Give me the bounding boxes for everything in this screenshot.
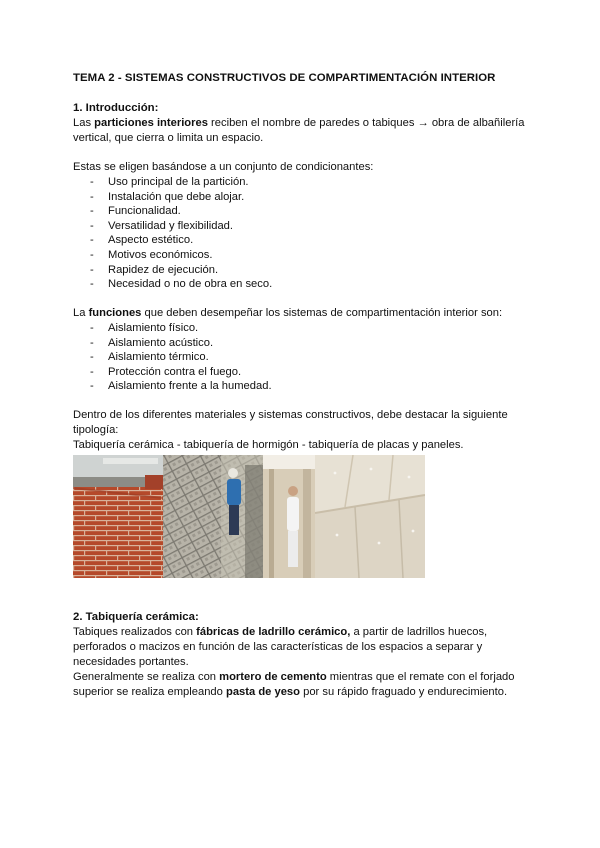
worker-photo [263,455,315,578]
dash-bullet: - [90,205,94,218]
ceramic-paragraph-line [73,670,515,685]
dash-bullet: - [90,190,94,203]
dash-bullet: - [90,351,94,364]
bold-term: funciones [88,307,142,319]
list-item [90,190,272,205]
text-run: La [73,307,89,319]
dash-bullet: - [90,322,94,334]
conditions-list [90,175,272,292]
list-item-text: Instalación que debe alojar. [108,190,245,203]
dash-bullet: - [90,176,94,188]
dash-bullet: - [90,263,94,276]
list-item [90,263,272,278]
dash-bullet: - [90,278,94,291]
concrete-block-photo [163,455,263,578]
list-item-text: Rapidez de ejecución. [108,263,219,276]
list-item [90,350,272,365]
list-item-text: Versatilidad y flexibilidad. [108,219,233,232]
bold-term: fábricas de ladrillo cerámico, [196,626,351,638]
worker-image [263,455,315,578]
brick-wall-photo [73,455,163,578]
list-item [90,204,272,219]
dash-bullet: - [90,219,94,232]
list-item [90,219,272,234]
dash-bullet: - [90,234,94,247]
text-run: Generalmente se realiza con [73,671,220,683]
intro-paragraph-line: vertical, que cierra o limita un espacio. [73,132,264,144]
ceramic-paragraph-line: necesidades portantes. [73,656,189,668]
list-item [90,321,272,336]
section-heading-tabiqueria-ceramica: 2. Tabiquería cerámica: [73,611,199,623]
list-item [90,248,272,263]
list-item [90,336,272,351]
document-title: TEMA 2 - SISTEMAS CONSTRUCTIVOS DE COMPARTIMENTACIÓN INTERIOR [73,72,496,84]
list-item-text: Uso principal de la partición. [108,176,249,188]
list-item [90,233,272,248]
bold-term: pasta de yeso [225,686,300,698]
list-item-text: Aislamiento térmico. [108,351,209,364]
dash-bullet: - [90,248,94,261]
concrete-block-image [163,455,263,578]
list-item [90,365,272,380]
bold-term: mortero de cemento [219,671,327,683]
section-heading-introduccion: 1. Introducción: [73,102,159,114]
list-item-text: Protección contra el fuego. [108,365,242,378]
list-item-text: Necesidad o no de obra en seco. [108,278,273,291]
typology-paragraph-line: Dentro de los diferentes materiales y sistemas constructivos, debe destacar la siguiente [73,409,508,421]
list-item-text: Aislamiento acústico. [108,336,214,349]
dash-bullet: - [90,365,94,378]
brick-wall-image [73,455,163,578]
list-item-text: Aislamiento físico. [108,322,199,334]
intro-paragraph-line [73,116,525,131]
dash-bullet: - [90,336,94,349]
list-item-text: Aspecto estético. [108,234,194,247]
typology-paragraph-line: Tabiquería cerámica - tabiquería de hormigón - tabiquería de placas y paneles. [73,439,464,451]
ceramic-paragraph-line: perforados o macizos en función de las características de los espacios a separar y [73,641,483,653]
list-item-text: Funcionalidad. [108,205,181,218]
dash-bullet: - [90,380,94,393]
ceramic-paragraph-line [73,685,507,700]
text-run: Tabiques realizados con [73,626,197,638]
bold-term: particiones interiores [94,117,208,129]
text-run: que deben desempeñar los sistemas de compartimentación interior son: [141,307,503,319]
list-item-text: Motivos económicos. [108,248,213,261]
ceramic-paragraph-line [73,625,487,640]
typology-paragraph-line: tipología: [73,424,119,436]
text-run: por su rápido fraguado y endurecimiento. [299,686,508,698]
list-item [90,277,272,292]
text-run: reciben el nombre de paredes o tabiques → obra de albañilería [207,117,525,129]
list-item [90,379,272,394]
text-run: Las [73,117,95,129]
list-item-text: Aislamiento frente a la humedad. [108,380,272,393]
functions-list [90,321,272,394]
text-run: superior se realiza empleando [73,686,226,698]
list-item [90,175,272,190]
functions-intro [73,306,502,321]
text-run: mientras que el remate con el forjado [326,671,515,683]
conditions-intro: Estas se eligen basándose a un conjunto de condicionantes: [73,161,374,173]
text-run: a partir de ladrillos huecos, [350,626,488,638]
plasterboard-photo [315,455,425,578]
plasterboard-image [315,455,425,578]
